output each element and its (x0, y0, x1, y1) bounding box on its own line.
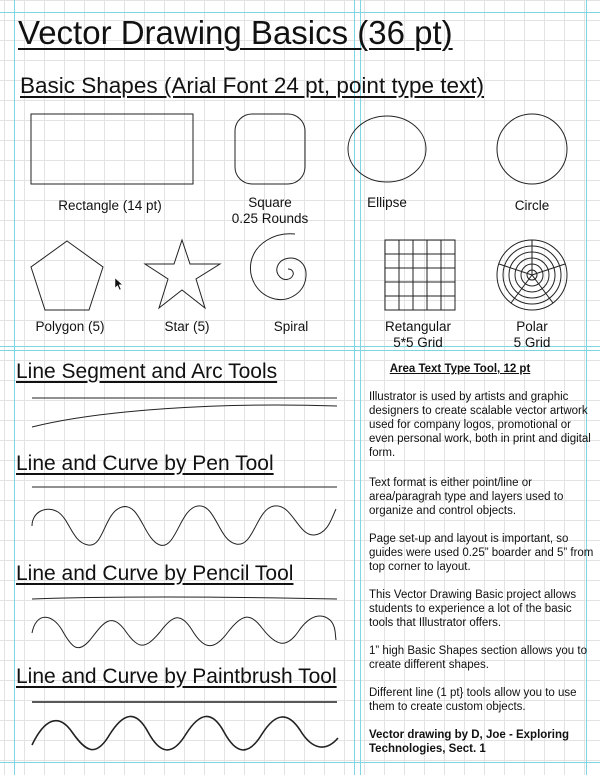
paintbrush-curve-stroke[interactable] (32, 716, 338, 749)
spiral-label: Spiral (273, 319, 309, 334)
rectangular-grid-label: Retangular (384, 319, 452, 334)
area-text-paragraph: 1” high Basic Shapes section allows you to create different shapes. (369, 645, 587, 671)
spiral-shape[interactable] (250, 234, 306, 300)
polygon-label: Polygon (5) (35, 319, 105, 334)
area-text-paragraph: Illustrator is used by artists and graphic designers to create scalable vector artwork used for company logos, promotional or even personal work, both in print and digital form. (369, 391, 591, 459)
pencil-curve-stroke[interactable] (32, 616, 336, 648)
paintbrush-tool-heading: Line and Curve by Paintbrush Tool (16, 665, 337, 688)
pencil-tool-heading: Line and Curve by Pencil Tool (16, 562, 294, 585)
circle-shape[interactable] (497, 114, 567, 184)
pen-curve-stroke[interactable] (32, 506, 336, 546)
rectangular-grid-sub-label: 5*5 Grid (393, 335, 443, 350)
author-credit: Vector drawing by D, Joe - Exploring Technologies, Sect. 1 (369, 729, 570, 755)
pentagon-shape[interactable] (31, 241, 103, 310)
pencil-line-stroke[interactable] (32, 597, 337, 599)
rectangle-shape[interactable] (31, 114, 193, 184)
area-text-heading: Area Text Type Tool, 12 pt (389, 363, 531, 375)
cursor-icon (115, 278, 123, 290)
polar-grid-shape[interactable] (497, 240, 567, 310)
circle-label: Circle (514, 198, 550, 213)
rounded-square-shape[interactable] (235, 114, 305, 184)
area-text-paragraph: Page set-up and layout is important, so guides were used 0.25” boarder and 5” from top corner to layout. (369, 533, 594, 573)
polar-grid-sub-label: 5 Grid (513, 335, 551, 350)
square-sub-label: 0.25 Rounds (231, 211, 309, 226)
rectangular-grid-shape[interactable] (385, 240, 455, 310)
area-text-paragraph: Different line (1 pt} tools allow you to use them to create custom objects. (369, 687, 577, 713)
area-text-paragraph: Text format is either point/line or area/paragrah type and layers used to organize and control objects. (369, 477, 564, 517)
ellipse-label: Ellipse (367, 195, 407, 210)
page-title: Vector Drawing Basics (36 pt) (18, 14, 453, 51)
polar-grid-label: Polar (516, 319, 548, 334)
star-label: Star (5) (164, 319, 210, 334)
area-text-paragraph: This Vector Drawing Basic project allows students to experience a lot of the basic tools that Illustrator offers. (369, 589, 577, 629)
pen-tool-heading: Line and Curve by Pen Tool (16, 452, 274, 475)
arc-stroke[interactable] (32, 405, 337, 427)
rectangle-label: Rectangle (14 pt) (58, 198, 162, 213)
square-label: Square (248, 195, 292, 210)
star-shape[interactable] (145, 240, 220, 308)
ellipse-shape[interactable] (348, 116, 426, 182)
basic-shapes-heading: Basic Shapes (Arial Font 24 pt, point type text) (20, 73, 484, 98)
line-segment-heading: Line Segment and Arc Tools (16, 360, 278, 383)
